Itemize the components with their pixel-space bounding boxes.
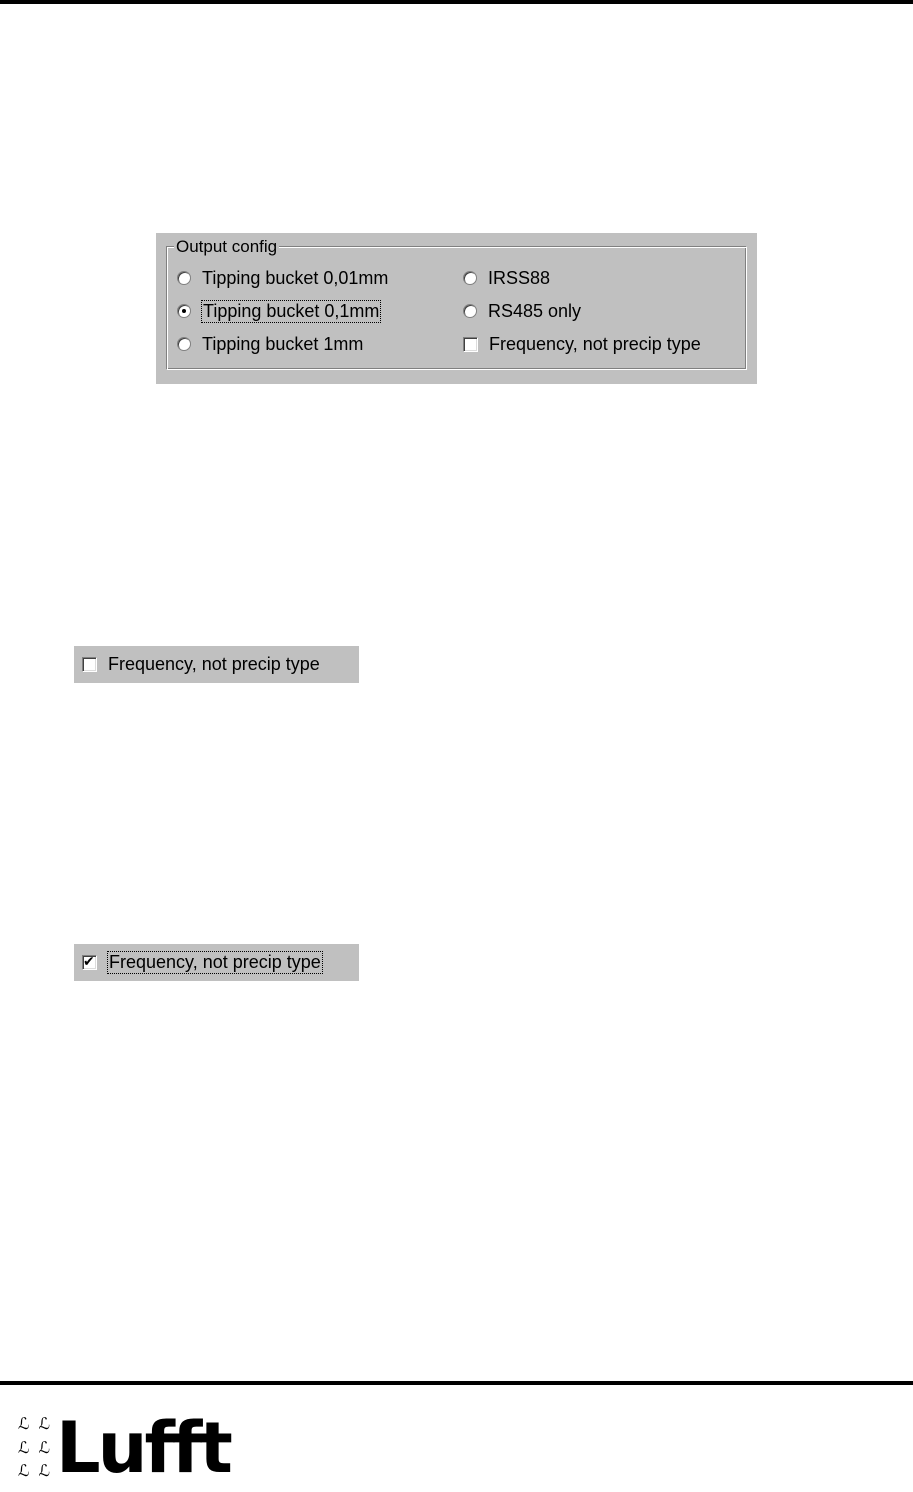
option-label: Tipping bucket 0,01mm — [202, 267, 389, 288]
checkbox-frequency-checked[interactable] — [82, 950, 322, 974]
logo-seal-icon: ℒ ℒ ℒ ℒ ℒ ℒ — [17, 1414, 51, 1481]
radio-rs485-only[interactable] — [463, 299, 581, 323]
frequency-checkbox-checked-panel — [74, 944, 359, 981]
radio-tipping-bucket-01[interactable] — [177, 299, 380, 323]
option-label: IRSS88 — [488, 267, 551, 288]
option-label: Tipping bucket 0,1mm — [203, 300, 380, 321]
option-label: RS485 only — [488, 300, 582, 321]
radio-button-icon[interactable] — [463, 304, 477, 318]
radio-tipping-bucket-1[interactable] — [177, 332, 363, 356]
radio-irss88[interactable] — [463, 266, 550, 290]
radio-button-icon[interactable] — [177, 337, 191, 351]
radio-tipping-bucket-001[interactable] — [177, 266, 388, 290]
checkbox-icon[interactable] — [82, 657, 97, 672]
checkbox-frequency[interactable] — [463, 332, 701, 356]
checkbox-frequency-unchecked[interactable] — [82, 652, 320, 676]
radio-button-selected-icon[interactable] — [177, 304, 191, 318]
output-config-panel — [156, 233, 757, 384]
frequency-checkbox-unchecked-panel — [74, 646, 359, 683]
option-label: Frequency, not precip type — [489, 333, 701, 354]
top-rule — [0, 0, 913, 4]
checkbox-label: Frequency, not precip type — [108, 653, 320, 674]
lufft-logo — [14, 1407, 230, 1489]
logo-wordmark: Lufft — [56, 1407, 230, 1489]
checkbox-label: Frequency, not precip type — [109, 951, 321, 972]
radio-button-icon[interactable] — [463, 271, 477, 285]
checkbox-icon[interactable] — [463, 337, 478, 352]
radio-button-icon[interactable] — [177, 271, 191, 285]
option-label: Tipping bucket 1mm — [202, 333, 364, 354]
checkbox-checked-icon[interactable] — [82, 955, 97, 970]
output-config-legend: Output config — [176, 237, 278, 256]
bottom-rule — [0, 1381, 913, 1385]
